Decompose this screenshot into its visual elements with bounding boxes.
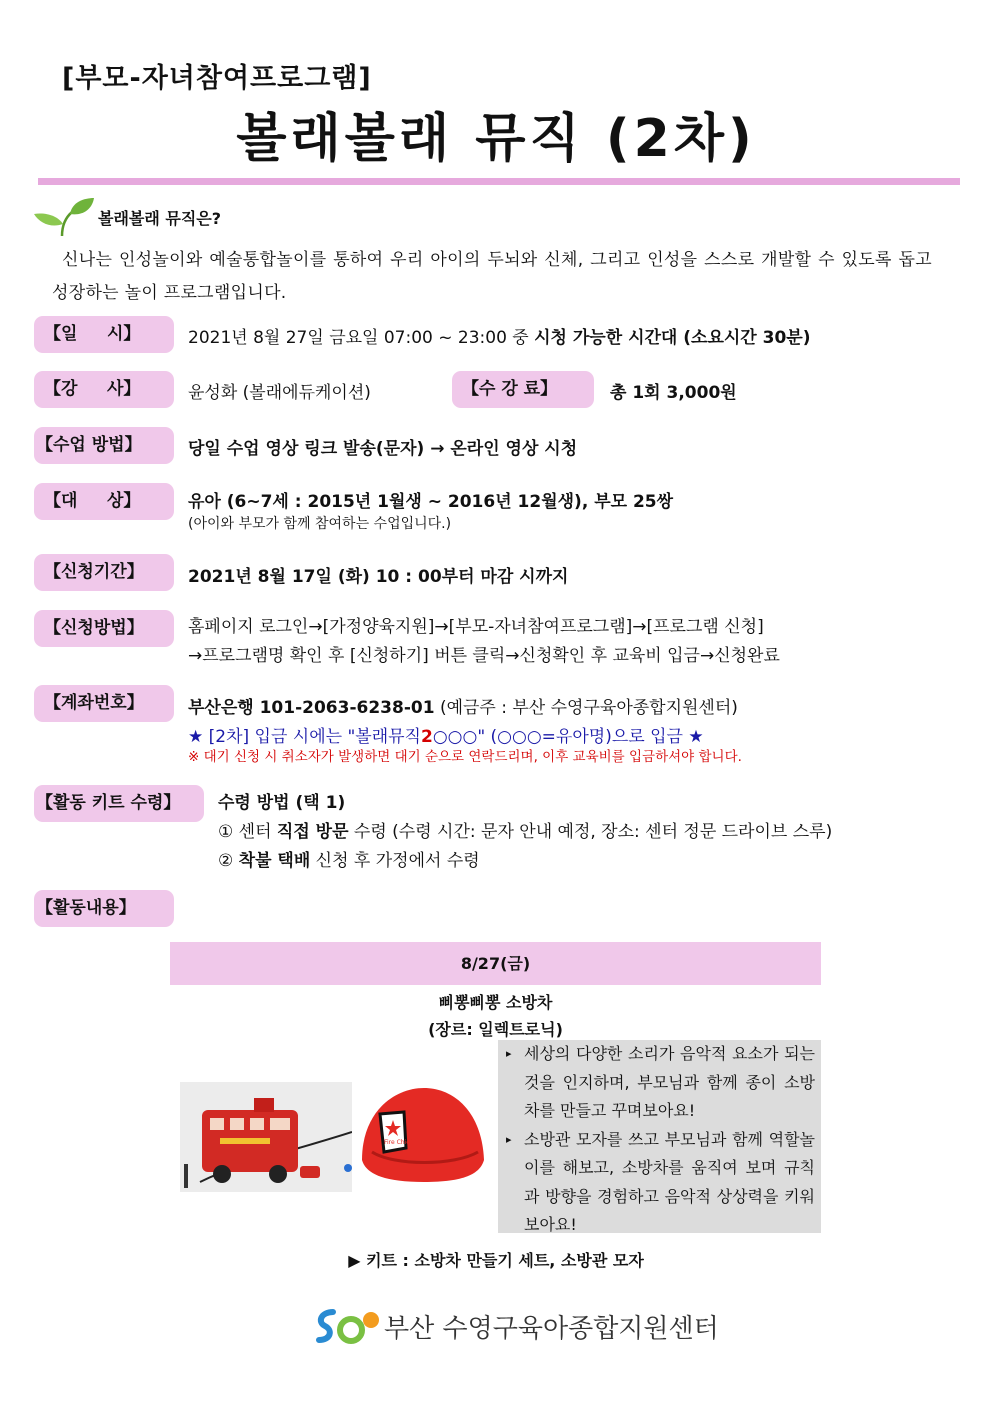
label-apply-period: 【신청기간】 <box>34 554 174 591</box>
activity-description <box>498 1040 821 1233</box>
option-1-text-a: 센터 <box>233 822 277 842</box>
option-1-text-b: 수령 (수령 시간: 문자 안내 예정, 장소: 센터 정문 드라이브 스루) <box>348 822 833 842</box>
intro-heading: 볼래볼래 뮤직은? <box>98 209 222 228</box>
kit-option-2 <box>218 846 480 871</box>
apply-method-line1: 홈페이지 로그인→[가정양육지원]→[부모-자녀참여프로그램]→[프로그램 신청] <box>188 617 764 637</box>
instructor-value: 윤성화 (볼래에듀케이션) <box>188 383 371 403</box>
fire-helmet-photo <box>354 1082 488 1192</box>
deposit-notice-c: ○○○" (○○○=유아명)으로 입금 ★ <box>432 727 704 747</box>
helmet-text: Fire Chief <box>384 1139 413 1146</box>
bullet-icon: ▸ <box>506 1047 512 1060</box>
bullet-icon: ▸ <box>506 1132 512 1146</box>
sprout-icon <box>32 196 96 238</box>
label-activity: 【활동내용】 <box>34 890 174 927</box>
label-schedule: 【일 시】 <box>34 316 174 353</box>
description-item-2 <box>498 1126 821 1240</box>
kit-option-1 <box>218 817 832 842</box>
waitlist-notice: ※ 대기 신청 시 취소자가 발생하면 대기 순으로 연락드리며, 이후 교육비를 입금하셔야 합니다. <box>188 749 742 765</box>
apply-method-line2: →프로그램명 확인 후 [신청하기] 버튼 클릭→신청확인 후 교육비 입금→신청완료 <box>188 646 780 666</box>
option-2-text: 신청 후 가정에서 수령 <box>310 851 480 871</box>
intro-text: 신나는 인성놀이와 예술통합놀이를 통하여 우리 아이의 두뇌와 신체, 그리고 인성을 스스로 개발할 수 있도록 돕고 성장하는 놀이 프로그램입니다. <box>52 250 932 303</box>
label-target: 【대 상】 <box>34 483 174 520</box>
fire-truck-photo <box>180 1082 352 1192</box>
target-value: 유아 (6~7세 : 2015년 1월생 ~ 2016년 12월생), 부모 25쌍 <box>188 492 674 512</box>
deposit-notice-a: ★ [2차] 입금 시에는 "볼래뮤직 <box>188 727 421 747</box>
label-instructor: 【강 사】 <box>34 371 174 408</box>
description-item-1 <box>498 1040 821 1126</box>
target-note: (아이와 부모가 함께 참여하는 수업입니다.) <box>188 516 452 532</box>
deposit-notice-number: 2 <box>420 727 433 747</box>
kit-contents: ▶ 키트 : 소방차 만들기 세트, 소방관 모자 <box>348 1251 644 1270</box>
option-2-bold: 착불 택배 <box>238 851 311 871</box>
fee-value: 총 1회 3,000원 <box>610 383 737 403</box>
schedule-date: 2021년 8월 27일 금요일 07:00 ~ 23:00 중 <box>188 328 535 348</box>
bank-account: 부산은행 101-2063-6238-01 <box>188 698 435 718</box>
label-account: 【계좌번호】 <box>34 685 174 722</box>
account-value <box>188 693 738 718</box>
account-holder: (예금주 : 부산 수영구육아종합지원센터) <box>434 698 738 718</box>
center-name: 부산 수영구육아종합지원센터 <box>384 1314 719 1344</box>
label-fee: 【수 강 료】 <box>452 371 594 408</box>
activity-date-header: 8/27(금) <box>170 942 821 985</box>
activity-genre: (장르: 일렉트로닉) <box>428 1020 563 1039</box>
apply-period-value: 2021년 8월 17일 (화) 10 : 00부터 마감 시까지 <box>188 567 569 587</box>
option-1-number: ① <box>218 822 234 842</box>
option-1-bold: 직접 방문 <box>276 822 349 842</box>
kit-pickup-heading: 수령 방법 (택 1) <box>218 793 346 813</box>
description-text-2: 소방관 모자를 쓰고 부모님과 함께 역할놀이를 해보고, 소방차를 움직여 보며 규칙과 방향을 경험하고 음악적 상상력을 키워보아요! <box>524 1129 815 1234</box>
label-apply-method: 【신청방법】 <box>34 610 174 647</box>
label-method: 【수업 방법】 <box>34 427 174 464</box>
activity-name: 삐뽕삐뽕 소방차 <box>438 993 553 1012</box>
schedule-value <box>188 323 810 348</box>
page-title: 볼래볼래 뮤직 (2차) <box>236 109 756 169</box>
label-kit-pickup: 【활동 키트 수령】 <box>34 785 204 822</box>
title-divider <box>38 178 960 185</box>
method-value: 당일 수업 영상 링크 발송(문자) → 온라인 영상 시청 <box>188 439 578 459</box>
center-logo-icon <box>313 1306 383 1346</box>
program-category: [부모-자녀참여프로그램] <box>62 63 372 94</box>
deposit-notice <box>188 722 704 747</box>
schedule-note: 시청 가능한 시간대 (소요시간 30분) <box>534 328 811 348</box>
option-2-number: ② <box>218 851 234 871</box>
description-text-1: 세상의 다양한 소리가 음악적 요소가 되는 것을 인지하며, 부모님과 함께 종이 소방차를 만들고 꾸며보아요! <box>524 1044 815 1120</box>
